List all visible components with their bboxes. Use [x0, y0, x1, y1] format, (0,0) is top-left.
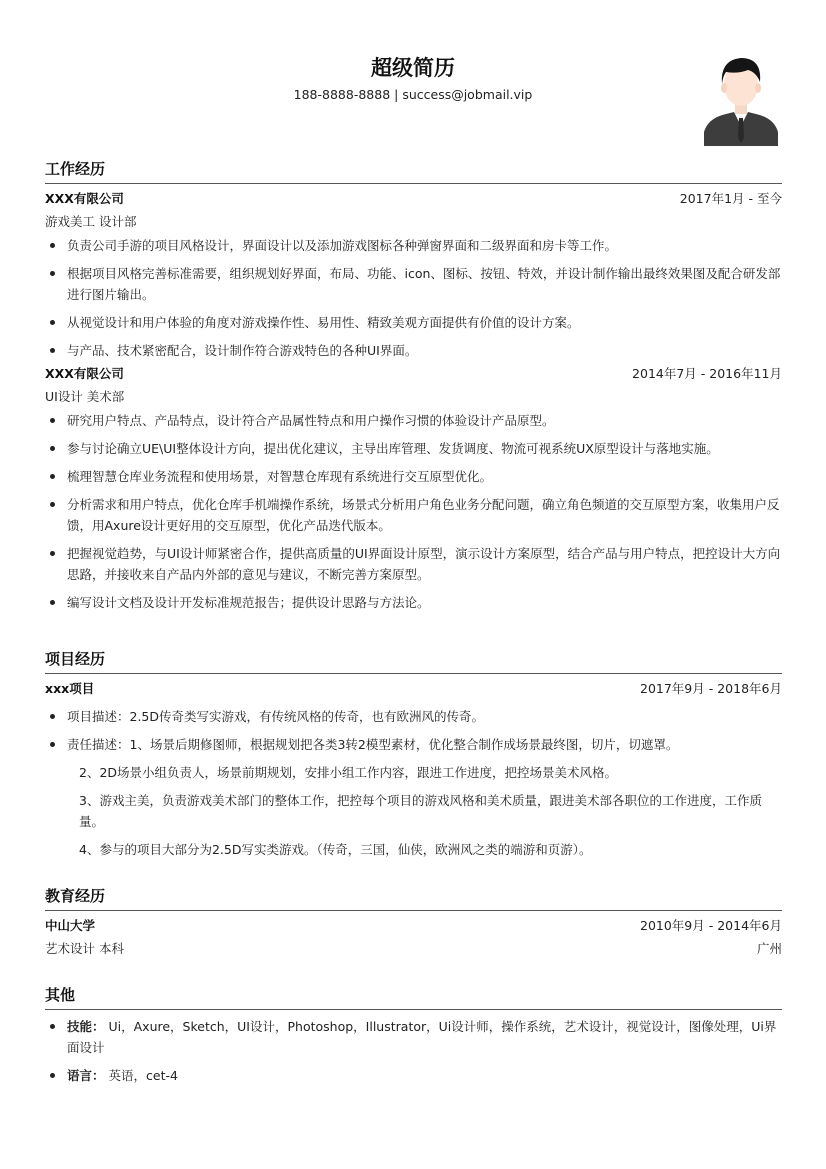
- work-section-title: 工作经历: [45, 159, 782, 184]
- company-name: XXX有限公司: [45, 366, 124, 381]
- project-header: [45, 680, 782, 698]
- skills-item: [45, 1016, 782, 1058]
- language-value: 英语，cet-4: [108, 1068, 178, 1083]
- list-item: 根据项目风格完善标准需要，组织规划好界面，布局、功能、icon、图标、按钮、特效，并设计制作输出最终效果图及配合研发部进行图片输出。: [45, 263, 782, 305]
- job-header: [45, 190, 782, 208]
- language-item: [45, 1065, 782, 1086]
- job-role: 游戏美工 设计部: [45, 214, 137, 229]
- list-item: 把握视觉趋势，与UI设计师紧密合作，提供高质量的UI界面设计原型，演示设计方案原型，结合产品与用户特点，把控设计大方向思路，并接收来自产品内外部的意见与建议，不断完善方案原型。: [45, 543, 782, 585]
- list-item: 负责公司手游的项目风格设计，界面设计以及添加游戏图标各种弹窗界面和二级界面和房卡等工作。: [45, 235, 782, 256]
- list-item: 从视觉设计和用户体验的角度对游戏操作性、易用性、精致美观方面提供有价值的设计方案。: [45, 312, 782, 333]
- project-detail-continued: 3、游戏主美，负责游戏美术部门的整体工作，把控每个项目的游戏风格和美术质量，跟进美术部各职位的工作进度，工作质量。: [79, 793, 762, 829]
- list-item: 参与讨论确立UE\UI整体设计方向，提出优化建议，主导出库管理、发货调度、物流可视系统UX原型设计与落地实施。: [45, 438, 782, 459]
- job-duties: [45, 410, 782, 613]
- school-name: 中山大学: [45, 918, 96, 933]
- skills-value: Ui，Axure，Sketch，UI设计，Photoshop，Illustrator，Ui设计师，操作系统，艺术设计，视觉设计，图像处理，Ui界面设计: [67, 1019, 777, 1055]
- project-detail-continued: 2、2D场景小组负责人，场景前期规划，安排小组工作内容，跟进工作进度，把控场景美术风格。: [79, 765, 618, 780]
- project-detail-continued: 4、参与的项目大部分为2.5D写实类游戏。（传奇，三国，仙侠，欧洲风之类的端游和页游）。: [79, 842, 592, 857]
- other-section: [45, 985, 782, 1093]
- list-item: 分析需求和用户特点，优化仓库手机端操作系统，场景式分析用户角色业务分配问题，确立角色频道的交互原型方案，收集用户反馈，用Axure设计更好用的交互原型，优化产品迭代版本。: [45, 494, 782, 536]
- company-name: XXX有限公司: [45, 191, 124, 206]
- skills-label: 技能：: [67, 1019, 105, 1034]
- list-item: 项目描述：2.5D传奇类写实游戏，有传统风格的传奇，也有欧洲风的传奇。: [45, 706, 782, 727]
- project-section-title: 项目经历: [45, 649, 782, 674]
- education-section-title: 教育经历: [45, 886, 782, 911]
- education-header: [45, 917, 782, 935]
- list-item: 梳理智慧仓库业务流程和使用场景，对智慧仓库现有系统进行交互原型优化。: [45, 466, 782, 487]
- education-detail: [45, 940, 782, 958]
- language-label: 语言：: [67, 1068, 105, 1083]
- job-header: [45, 365, 782, 383]
- job-date: 2017年1月 - 至今: [679, 191, 782, 206]
- list-item: 研究用户特点、产品特点，设计符合产品属性特点和用户操作习惯的体验设计产品原型。: [45, 410, 782, 431]
- education-section: [45, 886, 782, 958]
- other-section-title: 其他: [45, 985, 782, 1010]
- school-city: 广州: [756, 941, 782, 956]
- list-item: 与产品、技术紧密配合，设计制作符合游戏特色的各种UI界面。: [45, 340, 782, 361]
- contact-info: 188-8888-8888 | success@jobmail.vip: [293, 87, 533, 102]
- list-item: 编写设计文档及设计开发标准规范报告；提供设计思路与方法论。: [45, 592, 782, 613]
- job-role: UI设计 美术部: [45, 389, 125, 404]
- project-name: xxx项目: [45, 681, 95, 696]
- avatar: [704, 52, 778, 146]
- project-date: 2017年9月 - 2018年6月: [640, 681, 782, 696]
- major-degree: 艺术设计 本科: [45, 941, 124, 956]
- candidate-name: 超级简历: [371, 56, 455, 80]
- job-duties: [45, 235, 782, 361]
- project-details: [45, 706, 782, 755]
- list-item: 责任描述：1、场景后期修图师，根据规划把各类3转2模型素材，优化整合制作成场景最终图，切片，切遮罩。: [45, 734, 782, 755]
- education-date: 2010年9月 - 2014年6月: [640, 918, 782, 933]
- other-list: [45, 1016, 782, 1086]
- work-section: [45, 159, 782, 620]
- resume-header: [0, 52, 826, 102]
- project-section: [45, 649, 782, 867]
- job-date: 2014年7月 - 2016年11月: [632, 366, 782, 381]
